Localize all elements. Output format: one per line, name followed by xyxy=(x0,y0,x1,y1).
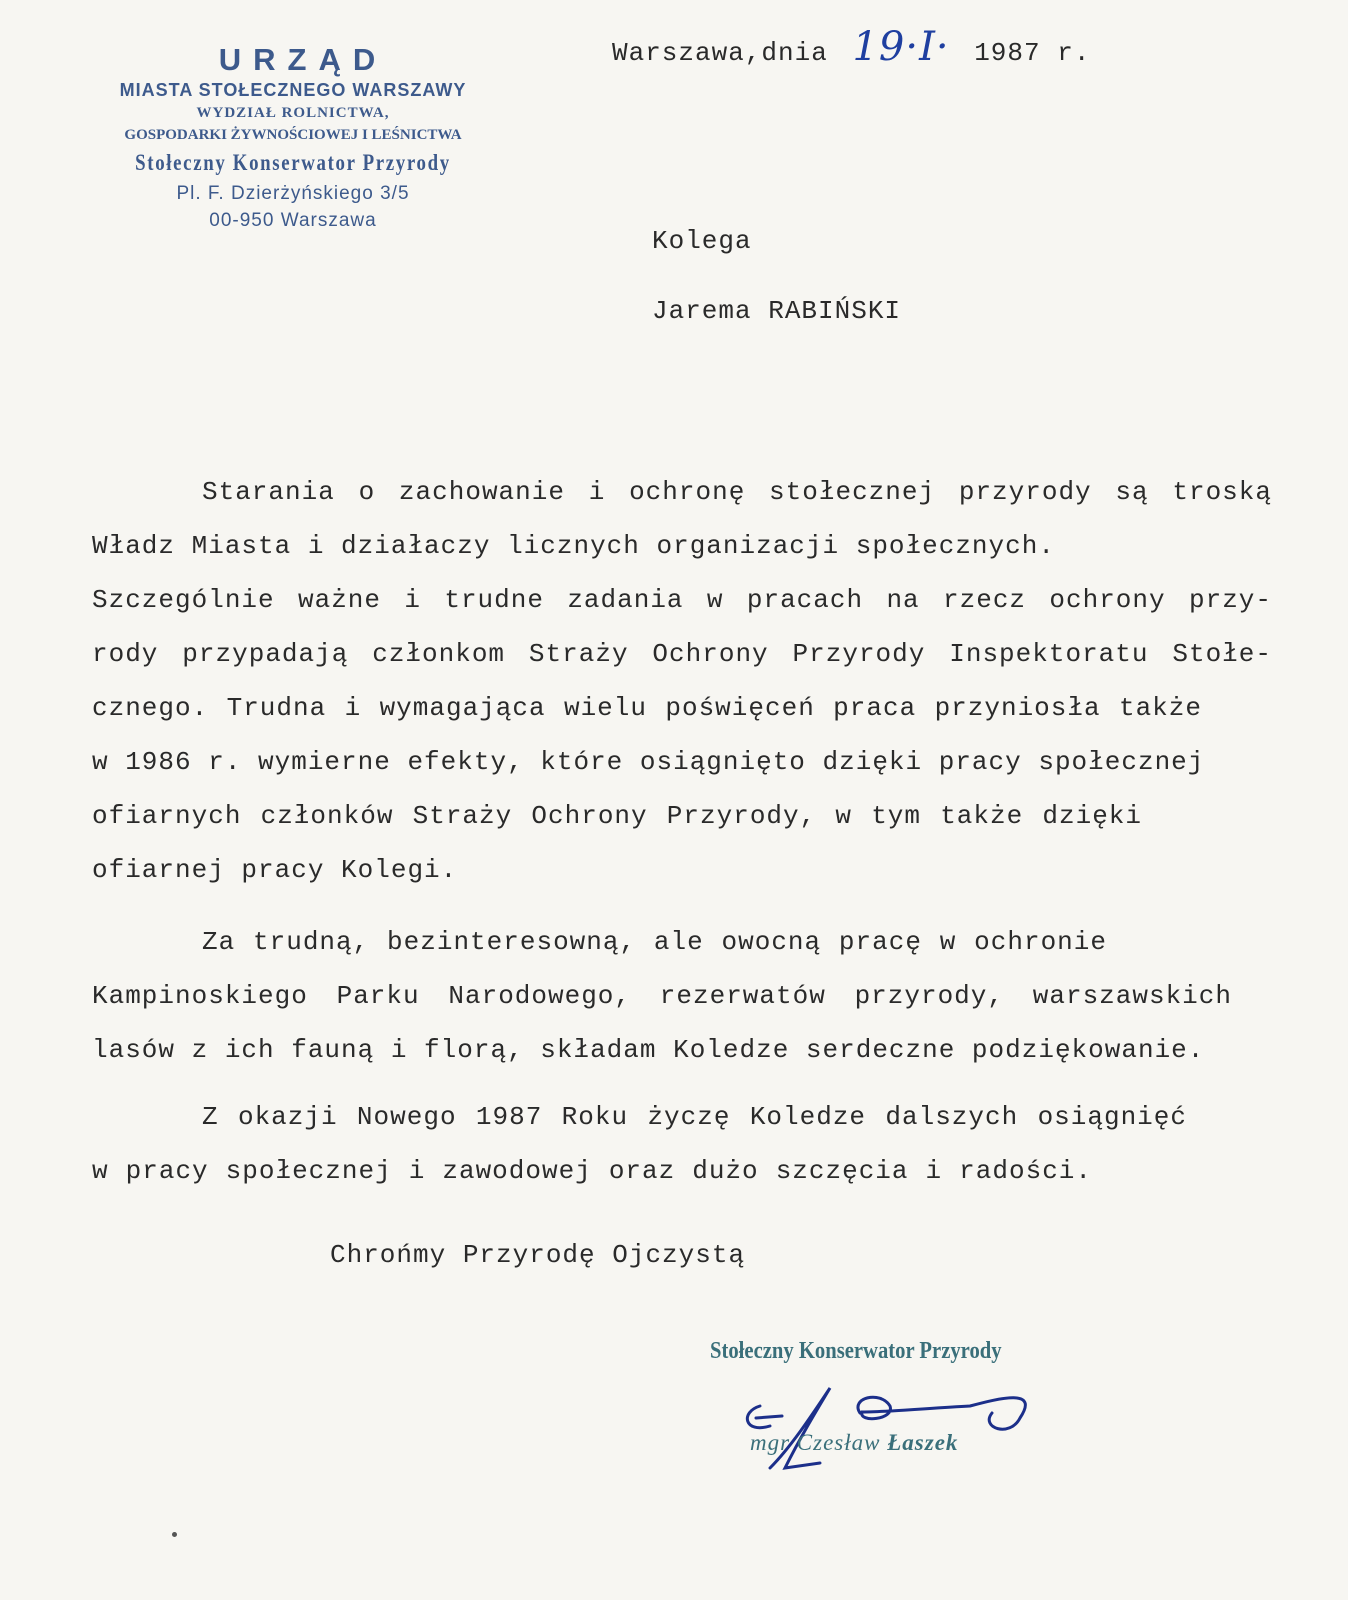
signatory-surname: Łaszek xyxy=(887,1430,959,1455)
paper-speck xyxy=(172,1532,177,1537)
stamp-line-3: WYDZIAŁ ROLNICTWA, xyxy=(196,105,390,121)
date-prefix: Warszawa,dnia xyxy=(612,38,828,68)
stamp-line-4: GOSPODARKI ŻYWNOŚCIOWEJ I LEŚNICTWA xyxy=(124,127,462,143)
stamp-line-6: Pl. F. Dzierżyńskiego 3/5 xyxy=(176,183,410,204)
handwritten-date: 19·I· xyxy=(852,24,950,70)
office-stamp xyxy=(88,42,498,234)
paragraph-line: Za trudną, bezinteresowną, ale owocną pracę w ochronie xyxy=(202,927,1107,957)
date-line xyxy=(612,24,1090,70)
paragraph-3 xyxy=(92,1090,1272,1198)
stamp-line-2: MIASTA STOŁECZNEGO WARSZAWY xyxy=(119,80,467,100)
paragraph-line: Szczególnie ważne i trudne zadania w pracach na rzecz ochrony przy- xyxy=(92,585,1272,615)
closing-motto: Chrońmy Przyrodę Ojczystą xyxy=(330,1240,746,1270)
paragraph-line: cznego. Trudna i wymagająca wielu poświęceń praca przyniosła także xyxy=(92,693,1202,723)
signature-stamp xyxy=(710,1338,1070,1488)
paragraph-line: ofiarnej pracy Kolegi. xyxy=(92,855,458,885)
stamp-line-7: 00-950 Warszawa xyxy=(209,210,377,231)
paragraph-1 xyxy=(92,465,1272,897)
addressee-name: Jarema RABIŃSKI xyxy=(652,296,902,326)
paragraph-line: rody przypadają członkom Straży Ochrony Przyrody Inspektoratu Stołe- xyxy=(92,639,1272,669)
signature-title: Stołeczny Konserwator Przyrody xyxy=(710,1338,1002,1364)
paragraph-line: w pracy społecznej i zawodowej oraz dużo szczęcia i radości. xyxy=(92,1156,1092,1186)
signatory-prefix: mgr Czesław xyxy=(750,1430,881,1455)
paragraph-line: Kampinoskiego Parku Narodowego, rezerwatów przyrody, warszawskich xyxy=(92,981,1232,1011)
paragraph-line: w 1986 r. wymierne efekty, które osiągnięto dzięki pracy społecznej xyxy=(92,747,1205,777)
signatory-name xyxy=(750,1430,958,1456)
handwritten-signature xyxy=(730,1368,1030,1478)
stamp-line-1: URZĄD xyxy=(218,42,388,77)
date-year: 1987 r. xyxy=(974,38,1091,68)
paragraph-line: Władz Miasta i działaczy licznych organizacji społecznych. xyxy=(92,531,1055,561)
paragraph-line: Starania o zachowanie i ochronę stołecznej przyrody są troską xyxy=(202,477,1272,507)
stamp-line-5: Stołeczny Konserwator Przyrody xyxy=(135,150,451,175)
paragraph-line: lasów z ich fauną i florą, składam Koledze serdeczne podziękowanie. xyxy=(92,1035,1205,1065)
paragraph-2 xyxy=(92,915,1272,1077)
paragraph-line: ofiarnych członków Straży Ochrony Przyrody, w tym także dzięki xyxy=(92,801,1142,831)
addressee-salutation: Kolega xyxy=(652,226,752,256)
paragraph-line: Z okazji Nowego 1987 Roku życzę Koledze dalszych osiągnięć xyxy=(202,1102,1187,1132)
